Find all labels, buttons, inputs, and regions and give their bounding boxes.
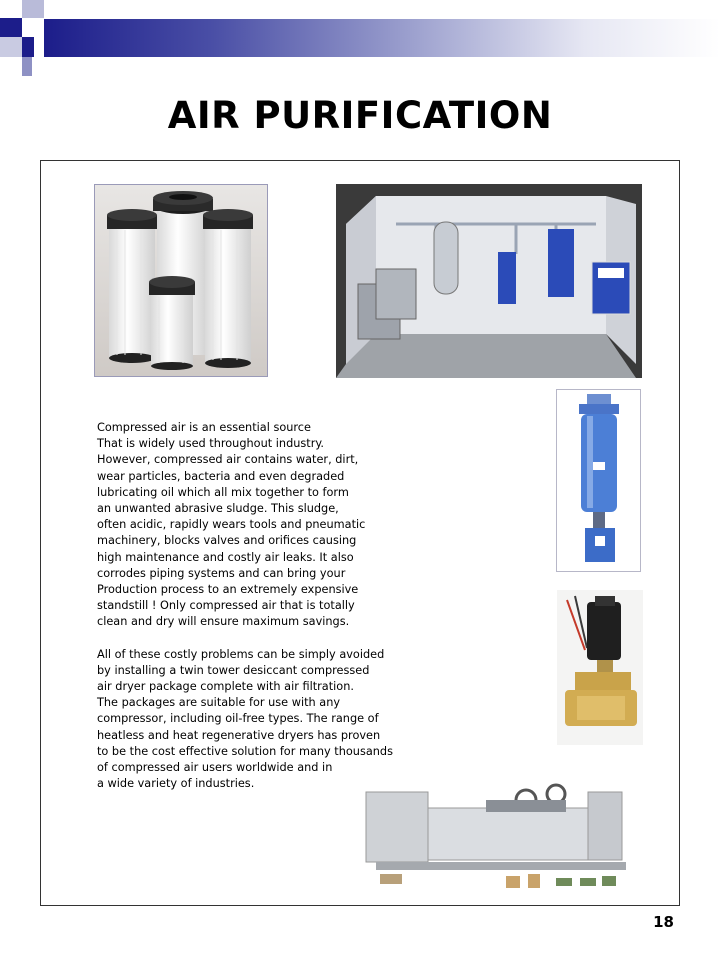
page-title: AIR PURIFICATION [167, 94, 553, 137]
compressor-room-photo [336, 184, 642, 378]
filter-cartridges-photo [94, 184, 268, 377]
solenoid-valve-photo [557, 590, 643, 745]
deco-square [0, 0, 22, 18]
header-gradient-bar [44, 19, 720, 57]
paragraph-dryer-solution: All of these costly problems can be simply avoided by installing a twin tower desiccant compressed air dryer package complete with air filtration. The packages are suitable for use with any compressor, including oil-free types. The range of heatless and heat regenerative dryers has proven to be the cost effective solution for many thousands of compressed air users worldwide and in a wide variety of industries. [97, 647, 393, 791]
deco-square [22, 37, 34, 57]
header-decoration [0, 0, 720, 60]
deco-square [22, 0, 44, 18]
deco-square [0, 18, 22, 37]
page-number: 18 [653, 913, 674, 931]
deco-square [22, 18, 44, 37]
paragraph-compressed-air-problems: Compressed air is an essential source That is widely used throughout industry. However, compressed air contains water, dirt, wear particles, bacteria and even degraded lubricating oil which all mix together to form an unwanted abrasive sludge. This sludge, often acidic, rapidly wears tools and pneumatic machinery, blocks valves and orifices causing high maintenance and costly air leaks. It also corrodes piping systems and can bring your Production process to an extremely expensive standstill ! Only compressed air that is totally clean and dry will ensure maximum savings. [97, 421, 366, 629]
deco-square [22, 57, 32, 76]
filter-housing-photo [556, 389, 641, 572]
deco-square [0, 37, 22, 57]
body-text [97, 420, 442, 808]
